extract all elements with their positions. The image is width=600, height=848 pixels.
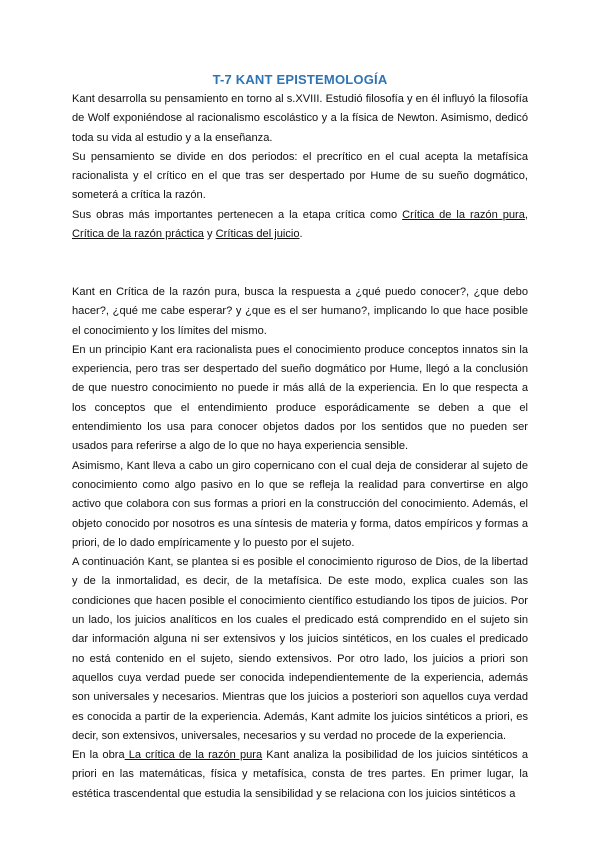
paragraph-rationalism: En un principio Kant era racionalista pues el conocimiento produce conceptos innatos sin la experiencia, pero tras ser despertado del sueño dogmático por Hume, llegó a la conclusión de que nuestro conocimiento no puede ir más allá de la experiencia. En lo que respecta a los conceptos que el entendimiento produce esporádicamente se deben a que el entendimiento los usa para conocer objetos dados por los sentidos que no pueden ser usados para referirse a algo de lo que no haya experiencia sensible. bbox=[72, 343, 528, 453]
paragraph-critique bbox=[72, 746, 528, 804]
paragraph-intro: Kant desarrolla su pensamiento en torno al s.XVIII. Estudió filosofía y en él influyó la filosofía de Wolf exponiéndose al racionalismo escolástico y a la física de Newton. Asimismo, dedicó toda su vida al estudio y a la enseñanza. bbox=[72, 93, 528, 144]
works-intro-text: Sus obras más importantes pertenecen a la etapa crítica como bbox=[72, 208, 403, 221]
paragraph-spacer bbox=[72, 244, 528, 283]
work-title-razon-pura: Crítica de la razón pura bbox=[402, 208, 525, 221]
work-title-critica: La crítica de la razón pura bbox=[124, 749, 263, 762]
page-title: T-7 KANT EPISTEMOLOGÍA bbox=[212, 72, 388, 87]
works-separator: y bbox=[203, 228, 216, 241]
paragraph-works bbox=[72, 206, 528, 245]
paragraph-questions: Kant en Crítica de la razón pura, busca la respuesta a ¿qué puedo conocer?, ¿que debo hacer?, ¿qué me cabe esperar? y ¿que es el ser humano?, implicando lo que hace posible el conocimiento y los límites del mismo. bbox=[72, 285, 528, 337]
document-body bbox=[72, 90, 528, 804]
critique-intro-text: En la obra bbox=[72, 749, 125, 762]
critique-body-text: Kant analiza la posibilidad de los juicios sintéticos a priori en las matemáticas, física y metafísica, consta de tres partes. En primer lugar, la estética trascendental que estudia la sensibilidad y se relaciona con los juicios sintéticos a bbox=[72, 749, 528, 800]
paragraph-periods: Su pensamiento se divide en dos periodos: el precrítico en el cual acepta la metafísica racionalista y el crítico en el que tras ser despertado por Hume de su sueño dogmático, someterá a crítica la razón. bbox=[72, 150, 528, 202]
works-separator: , bbox=[524, 208, 528, 221]
paragraph-judgments: A continuación Kant, se plantea si es posible el conocimiento riguroso de Dios, de la libertad y de la inmortalidad, es decir, de la metafísica. De este modo, explica cuales son las condiciones que hacen posible el conocimiento científico estudiando los tipos de juicios. Por un lado, los juicios analíticos en los cuales el predicado está comprendido en el sujeto sin dar información alguna ni ser extensivos y los juicios sintéticos, en los cuales el predicado no está contenido en el sujeto, siendo extensivos. Por otro lado, los juicios a priori son aquellos cuya verdad puede ser conocida independientemente de la experiencia, además son universales y necesarios. Mientras que los juicios a posteriori son aquellos cuya verdad es conocida a partir de la experiencia. Además, Kant admite los juicios sintéticos a priori, es decir, son extensivos, universales, necesarios y su verdad no procede de la experiencia. bbox=[72, 556, 528, 742]
work-title-razon-practica: Crítica de la razón práctica bbox=[72, 228, 204, 241]
works-end-text: . bbox=[299, 228, 303, 241]
work-title-juicio: Críticas del juicio bbox=[215, 228, 300, 241]
paragraph-copernican-turn: Asimismo, Kant lleva a cabo un giro copernicano con el cual deja de considerar al sujeto de conocimiento como algo pasivo en lo que se refleja la realidad para convertirse en algo activo que colabora con sus formas a priori en la construcción del conocimiento. Además, el objeto conocido por nosotros es una síntesis de materia y forma, datos empíricos y formas a priori, de lo dado empíricamente y lo puesto por el sujeto. bbox=[72, 459, 528, 549]
